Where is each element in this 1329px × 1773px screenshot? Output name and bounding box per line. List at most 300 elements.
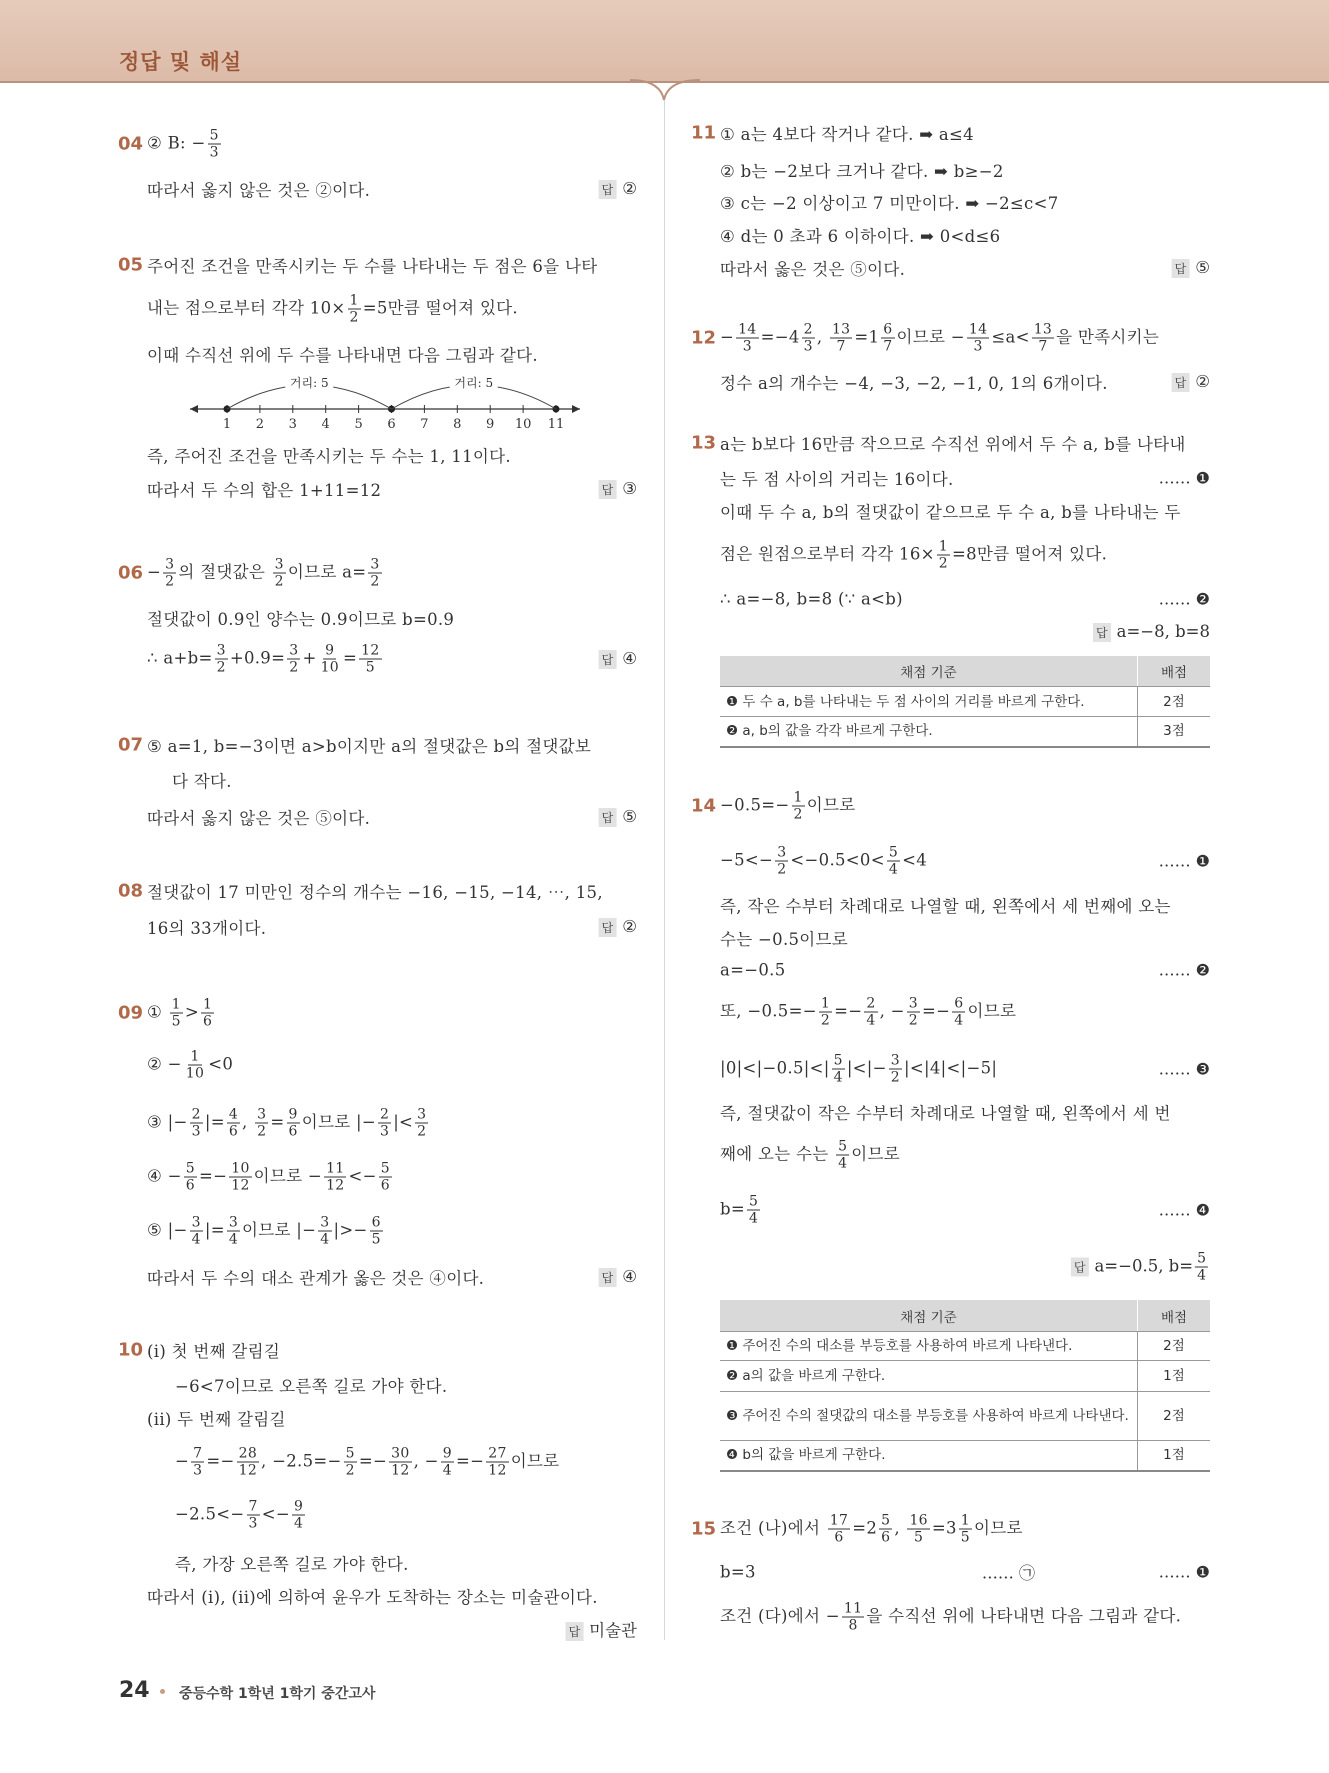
answer (1093, 622, 1210, 642)
score-cell: 2점 (1138, 1392, 1211, 1441)
text-run: ② b는 −2보다 크거나 같다. ➡ b≥−2 (720, 162, 1004, 181)
text-run: 째에 오는 수는 (720, 1144, 835, 1164)
solution-line (720, 1513, 1023, 1546)
text-run: = (270, 1112, 285, 1132)
fraction (237, 1446, 259, 1479)
solution-line (720, 961, 786, 980)
tick-label: 1 (222, 417, 232, 432)
numerator: 2 (866, 995, 876, 1012)
answer-label-badge: 답 (599, 918, 617, 937)
numerator: 9 (325, 642, 335, 659)
score-cell: 1점 (1138, 1441, 1211, 1471)
text-run: 절댓값이 0.9인 양수는 0.9이므로 b=0.9 (147, 610, 455, 629)
solution-line (720, 466, 954, 490)
text-run: =− (922, 1001, 951, 1021)
fraction (959, 1513, 972, 1546)
text-run: + (302, 648, 317, 668)
step-marker: …… ❸ (1158, 1059, 1210, 1079)
fraction (887, 845, 900, 878)
answer-label-badge: 답 (1172, 373, 1190, 392)
denominator: 3 (742, 338, 752, 355)
text-run: 이므로 (967, 1001, 1017, 1021)
text-run: 미술관 (589, 1621, 637, 1640)
fraction (170, 997, 183, 1030)
text-run: a=−8, b=8 (1116, 622, 1210, 641)
step-marker: …… ❷ (1158, 960, 1210, 980)
problem-number: 12 (691, 327, 717, 349)
denominator: 3 (973, 338, 983, 355)
denominator: 4 (1197, 1267, 1206, 1284)
solution-line (720, 790, 855, 823)
text-run: 의 절댓값은 (178, 562, 271, 582)
text-run: −0.5=− (720, 795, 790, 815)
step-marker: …… ❶ (1158, 851, 1210, 871)
fraction (881, 322, 894, 355)
fraction (255, 1107, 268, 1140)
denominator: 4 (320, 1231, 330, 1248)
solution-line (720, 845, 927, 878)
denominator: 4 (888, 861, 899, 878)
answer-label-badge: 답 (599, 1268, 617, 1287)
text-run: ⑤ (1195, 258, 1210, 277)
denominator: 4 (838, 1155, 848, 1172)
text-run: − (175, 1451, 190, 1471)
numerator: 1 (820, 995, 831, 1012)
solution-line (720, 926, 848, 950)
denominator: 3 (193, 1462, 203, 1479)
fraction (1195, 1251, 1208, 1284)
denominator: 3 (803, 338, 813, 355)
fraction (184, 1049, 206, 1082)
text-run: (i) 첫 번째 갈림길 (147, 1342, 281, 1361)
text-run: 이므로 − (253, 1166, 323, 1186)
page-number: 24 (119, 1678, 150, 1703)
text-run: 즉, 작은 수부터 차례대로 나열할 때, 왼쪽에서 세 번째에 오는 (720, 897, 1171, 916)
numerator: 3 (257, 1106, 267, 1123)
solution-line (147, 733, 591, 757)
fraction (318, 1215, 331, 1248)
numerator: 13 (831, 321, 851, 338)
table-row (720, 1361, 1210, 1392)
solution-line (175, 1446, 559, 1479)
answer-label-badge: 답 (1093, 623, 1111, 642)
fraction (359, 643, 381, 676)
text-run: =−4 (760, 327, 800, 347)
fraction (937, 539, 950, 572)
table-header: 채점 기준 (720, 656, 1138, 687)
text-run: ④ (622, 1267, 637, 1286)
numerator: 1 (938, 538, 948, 555)
solution-line (147, 1215, 385, 1248)
fraction (486, 1446, 508, 1479)
text-run: , (242, 1112, 254, 1132)
score-cell: 1점 (1138, 1361, 1211, 1392)
fraction (247, 1499, 260, 1532)
denominator: 7 (836, 338, 846, 355)
tick-label: 3 (288, 417, 297, 432)
fraction (836, 1139, 849, 1172)
text-run: =− (358, 1451, 388, 1471)
denominator: 5 (365, 659, 375, 676)
fraction (828, 1513, 850, 1546)
denominator: 12 (391, 1462, 410, 1479)
table-row (720, 687, 1210, 717)
text-run: 조건 (나)에서 (720, 1518, 826, 1538)
numerator: 16 (909, 1512, 928, 1529)
page-header (0, 0, 1329, 83)
table-header: 채점 기준 (720, 1300, 1138, 1332)
solution-line (720, 1053, 997, 1086)
numerator: 3 (417, 1106, 427, 1123)
numerator: 1 (960, 1512, 971, 1529)
text-run: 다 작다. (172, 772, 232, 791)
problem-number: 10 (118, 1339, 144, 1361)
step-marker: …… ❷ (1158, 589, 1210, 609)
numerator: 27 (488, 1445, 507, 1462)
denominator: 3 (248, 1515, 258, 1532)
numerator: 5 (838, 1138, 848, 1155)
fraction (864, 996, 877, 1029)
answer (599, 917, 637, 937)
denominator: 12 (231, 1177, 250, 1194)
text-run: |<|4|<|−5| (904, 1058, 998, 1078)
step-marker: …… ❶ (1158, 468, 1210, 488)
solution-line (175, 1551, 409, 1575)
numerator: 3 (165, 556, 175, 573)
numerator: 1 (349, 292, 359, 309)
text-run: 이때 수직선 위에 두 수를 나타내면 다음 그림과 같다. (147, 346, 538, 365)
text-run: ∴ a+b= (147, 648, 213, 668)
fraction (802, 322, 815, 355)
solution-line (147, 477, 381, 501)
text-run: 즉, 가장 오른쪽 길로 가야 한다. (175, 1555, 409, 1574)
solution-line (720, 1563, 756, 1582)
table-header: 배점 (1138, 1300, 1211, 1332)
text-run: 이때 두 수 a, b의 절댓값이 같으므로 두 수 a, b를 나타내는 두 (720, 503, 1181, 522)
text-run: ② (1195, 372, 1210, 391)
numerator: 1 (203, 996, 213, 1013)
text-run: ② − (147, 1054, 182, 1074)
solution-line (147, 1265, 484, 1289)
text-run: ⑤ (622, 807, 637, 826)
text-run: =5만큼 떨어져 있다. (362, 298, 518, 318)
fraction (907, 1513, 929, 1546)
table-row (720, 1332, 1210, 1361)
numerator: 3 (289, 642, 299, 659)
solution-line (720, 190, 1059, 214)
text-run: |<|− (846, 1058, 887, 1078)
answer-label-badge: 답 (599, 808, 617, 827)
score-cell: 2점 (1138, 687, 1211, 717)
numerator: 2 (191, 1106, 201, 1123)
text-run: +0.9= (229, 648, 286, 668)
text-run: 점은 원점으로부터 각각 16× (720, 544, 935, 564)
denominator: 2 (274, 573, 284, 590)
solution-line (147, 1049, 233, 1082)
solution-line (147, 128, 223, 161)
numerator: 3 (274, 556, 284, 573)
text-run: 즉, 절댓값이 작은 수부터 차례대로 나열할 때, 왼쪽에서 세 번 (720, 1104, 1171, 1123)
text-run: 즉, 주어진 조건을 만족시키는 두 수는 1, 11이다. (147, 447, 511, 466)
solution-line (147, 1107, 430, 1140)
distance-label: 거리: 5 (289, 376, 329, 390)
table-row (720, 1441, 1210, 1471)
text-run: 이므로 (806, 795, 856, 815)
text-run: |< (393, 1112, 414, 1132)
denominator: 2 (938, 555, 948, 572)
numerator: 5 (888, 844, 899, 861)
text-run: 이므로 (510, 1451, 560, 1471)
solution-line (720, 121, 974, 145)
numerator: 4 (228, 1106, 239, 1123)
text-run: =1 (854, 327, 880, 347)
fraction (832, 1053, 845, 1086)
solution-line (720, 1601, 1181, 1634)
arrow-left-icon (190, 405, 198, 413)
fraction (319, 643, 341, 676)
problem-number: 05 (118, 254, 144, 276)
tick-label: 4 (321, 417, 330, 432)
solution-line (175, 1499, 307, 1532)
numerator: 7 (193, 1445, 203, 1462)
solution-line (720, 431, 1186, 455)
table-row (720, 717, 1210, 747)
text-run: 수는 −0.5이므로 (720, 930, 849, 949)
text-run: |>− (333, 1220, 368, 1240)
solution-line (147, 1406, 286, 1430)
answer-label-badge: 답 (1172, 259, 1190, 278)
text-run: 이므로 − (896, 327, 965, 347)
problem-number: 13 (691, 432, 717, 454)
text-run: =− (198, 1166, 228, 1186)
numerator: 5 (185, 1160, 195, 1177)
solution-line (720, 590, 903, 609)
step-marker: …… ❹ (1158, 1200, 1210, 1220)
solution-line (147, 643, 384, 676)
denominator: 4 (833, 1069, 843, 1086)
criteria-cell: ❷ a, b의 값을 각각 바르게 구한다. (720, 717, 1138, 747)
text-run: (ii) 두 번째 갈림길 (147, 1410, 286, 1429)
text-run: <4 (902, 850, 928, 870)
fraction (344, 1446, 357, 1479)
text-run: ③ |− (147, 1112, 188, 1132)
denominator: 4 (866, 1012, 876, 1029)
denominator: 2 (908, 1012, 918, 1029)
text-run: 이므로 |− (242, 1220, 317, 1240)
denominator: 4 (954, 1012, 964, 1029)
solution-line (720, 996, 1016, 1029)
solution-line (720, 158, 1004, 182)
denominator: 2 (345, 1462, 355, 1479)
text-run: b=3 (720, 1562, 756, 1582)
numerator: 3 (216, 642, 226, 659)
equation-label: …… ㉠ (981, 1563, 1035, 1583)
numerator: 5 (209, 127, 219, 144)
denominator: 7 (1038, 338, 1048, 355)
text-run: ∴ a=−8, b=8 (∵ a<b) (720, 589, 903, 609)
fraction (370, 1215, 383, 1248)
fraction (441, 1446, 454, 1479)
text-run: 절댓값이 17 미만인 정수의 개수는 −16, −15, −14, ⋯, 15, (147, 883, 603, 902)
solution-line (147, 1161, 394, 1194)
fraction (348, 293, 361, 326)
numerator: 6 (883, 321, 893, 338)
numerator: 1 (793, 789, 803, 806)
denominator: 4 (294, 1515, 304, 1532)
criteria-cell: ❸ 주어진 수의 절댓값의 대소를 부등호를 사용하여 바르게 나타낸다. (720, 1392, 1138, 1441)
text-run: −5<− (720, 850, 774, 870)
text-run: 정수 a의 개수는 −4, −3, −2, −1, 0, 1의 6개이다. (720, 374, 1108, 393)
text-run: 주어진 조건을 만족시키는 두 수를 나타내는 두 점은 6을 나타 (147, 257, 598, 276)
answer-label-badge: 답 (1071, 1258, 1089, 1277)
text-run: a=−0.5 (720, 960, 786, 980)
answer (566, 1617, 637, 1641)
text-run: b= (720, 1199, 745, 1219)
fraction (287, 1107, 300, 1140)
text-run: ⑤ |− (147, 1220, 188, 1240)
text-run: ≤a< (991, 327, 1030, 347)
solution-line (147, 177, 370, 201)
denominator: 2 (370, 573, 380, 590)
column-divider (664, 100, 665, 1640)
solution-line (147, 342, 538, 366)
solution-line (147, 1584, 598, 1608)
problem-number: 15 (691, 1518, 717, 1540)
text-run: ② B: − (147, 133, 206, 153)
answer-label-badge: 답 (599, 480, 617, 499)
answer-label-badge: 답 (566, 1622, 584, 1641)
numerator: 1 (190, 1048, 200, 1065)
text-run: − (720, 327, 735, 347)
fraction (879, 1513, 892, 1546)
fraction (324, 1161, 346, 1194)
solution-line (147, 557, 384, 590)
numerator: 9 (288, 1106, 298, 1123)
numerator: 11 (843, 1600, 863, 1617)
solution-line (147, 253, 597, 277)
numerator: 11 (326, 1160, 345, 1177)
solution-line (147, 879, 603, 903)
fraction (379, 1161, 392, 1194)
answer (599, 179, 637, 199)
text-run: 을 수직선 위에 나타내면 다음 그림과 같다. (866, 1606, 1182, 1626)
solution-line (720, 322, 1159, 355)
text-run: = (343, 648, 358, 668)
denominator: 6 (228, 1123, 239, 1140)
solution-line (720, 223, 1000, 247)
numerator: 5 (833, 1052, 843, 1069)
numerator: 6 (371, 1214, 381, 1231)
text-run: 이므로 (851, 1144, 901, 1164)
fraction (208, 128, 221, 161)
text-run: <−0.5<0< (790, 850, 885, 870)
denominator: 6 (288, 1123, 298, 1140)
text-run: ① (147, 1002, 168, 1022)
denominator: 5 (960, 1529, 971, 1546)
text-run: a=−0.5, b= (1094, 1256, 1194, 1276)
problem-number: 11 (691, 122, 717, 144)
tick-label: 5 (354, 417, 363, 432)
numerator: 12 (361, 642, 380, 659)
text-run: 이므로 (974, 1518, 1023, 1538)
fraction (201, 997, 214, 1030)
denominator: 12 (488, 1462, 507, 1479)
denominator: 2 (165, 573, 175, 590)
denominator: 6 (881, 1529, 891, 1546)
fraction (215, 643, 228, 676)
step-marker: …… ❶ (1158, 1562, 1210, 1582)
solution-line (720, 499, 1181, 523)
numerator: 9 (442, 1445, 452, 1462)
solution-line (720, 893, 1171, 917)
tick-label: 10 (514, 417, 532, 432)
numerator: 5 (345, 1445, 355, 1462)
text-run: ② (622, 179, 637, 198)
text-run: 이므로 |− (301, 1112, 376, 1132)
fraction (163, 557, 176, 590)
denominator: 5 (171, 1013, 181, 1030)
denominator: 2 (349, 309, 359, 326)
numerator: 10 (231, 1160, 250, 1177)
answer (599, 1267, 637, 1287)
fraction (415, 1107, 428, 1140)
numerator: 17 (829, 1512, 849, 1529)
denominator: 4 (749, 1210, 759, 1227)
fraction (967, 322, 989, 355)
text-run: a는 b보다 16만큼 작으므로 수직선 위에서 두 수 a, b를 나타내 (720, 435, 1186, 454)
fraction (747, 1194, 760, 1227)
number-line-figure (190, 376, 610, 434)
fraction (229, 1161, 251, 1194)
denominator: 4 (442, 1462, 452, 1479)
table-row (720, 1392, 1210, 1441)
problem-number: 07 (118, 734, 144, 756)
text-run: −6<7이므로 오른쪽 길로 가야 한다. (175, 1377, 448, 1396)
solution-line (147, 293, 518, 326)
denominator: 3 (379, 1123, 390, 1140)
fraction (819, 996, 832, 1029)
text-run: 또, −0.5=− (720, 1001, 817, 1021)
problem-number: 08 (118, 880, 144, 902)
solution-line (147, 1338, 280, 1362)
denominator: 12 (326, 1177, 345, 1194)
numerator: 13 (1033, 321, 1053, 338)
numerator: 1 (171, 996, 181, 1013)
fraction (792, 790, 805, 823)
criteria-cell: ❶ 두 수 a, b를 나타내는 두 점 사이의 거리를 바르게 구한다. (720, 687, 1138, 717)
problem-number: 06 (118, 562, 144, 584)
text-run: =− (206, 1451, 235, 1471)
text-run: ④ d는 0 초과 6 이하이다. ➡ 0<d≤6 (720, 227, 1001, 246)
fraction (190, 1107, 203, 1140)
denominator: 3 (209, 144, 219, 161)
page-fold-divider (630, 78, 700, 108)
text-run: −2.5<− (175, 1504, 245, 1524)
fraction (227, 1215, 240, 1248)
text-run: − (147, 562, 162, 582)
denominator: 2 (890, 1069, 901, 1086)
problem-number: 04 (118, 133, 144, 155)
solution-line (720, 539, 1107, 572)
text-run: 이므로 a= (287, 562, 367, 582)
text-run: 따라서 (i), (ii)에 의하여 윤우가 도착하는 장소는 미술관이다. (147, 1588, 598, 1607)
arrow-right-icon (572, 405, 580, 413)
fraction (1032, 322, 1054, 355)
answer-label-badge: 답 (599, 180, 617, 199)
numerator: 3 (777, 844, 787, 861)
text-run: ① a는 4보다 작거나 같다. ➡ a≤4 (720, 125, 974, 144)
denominator: 12 (238, 1462, 258, 1479)
